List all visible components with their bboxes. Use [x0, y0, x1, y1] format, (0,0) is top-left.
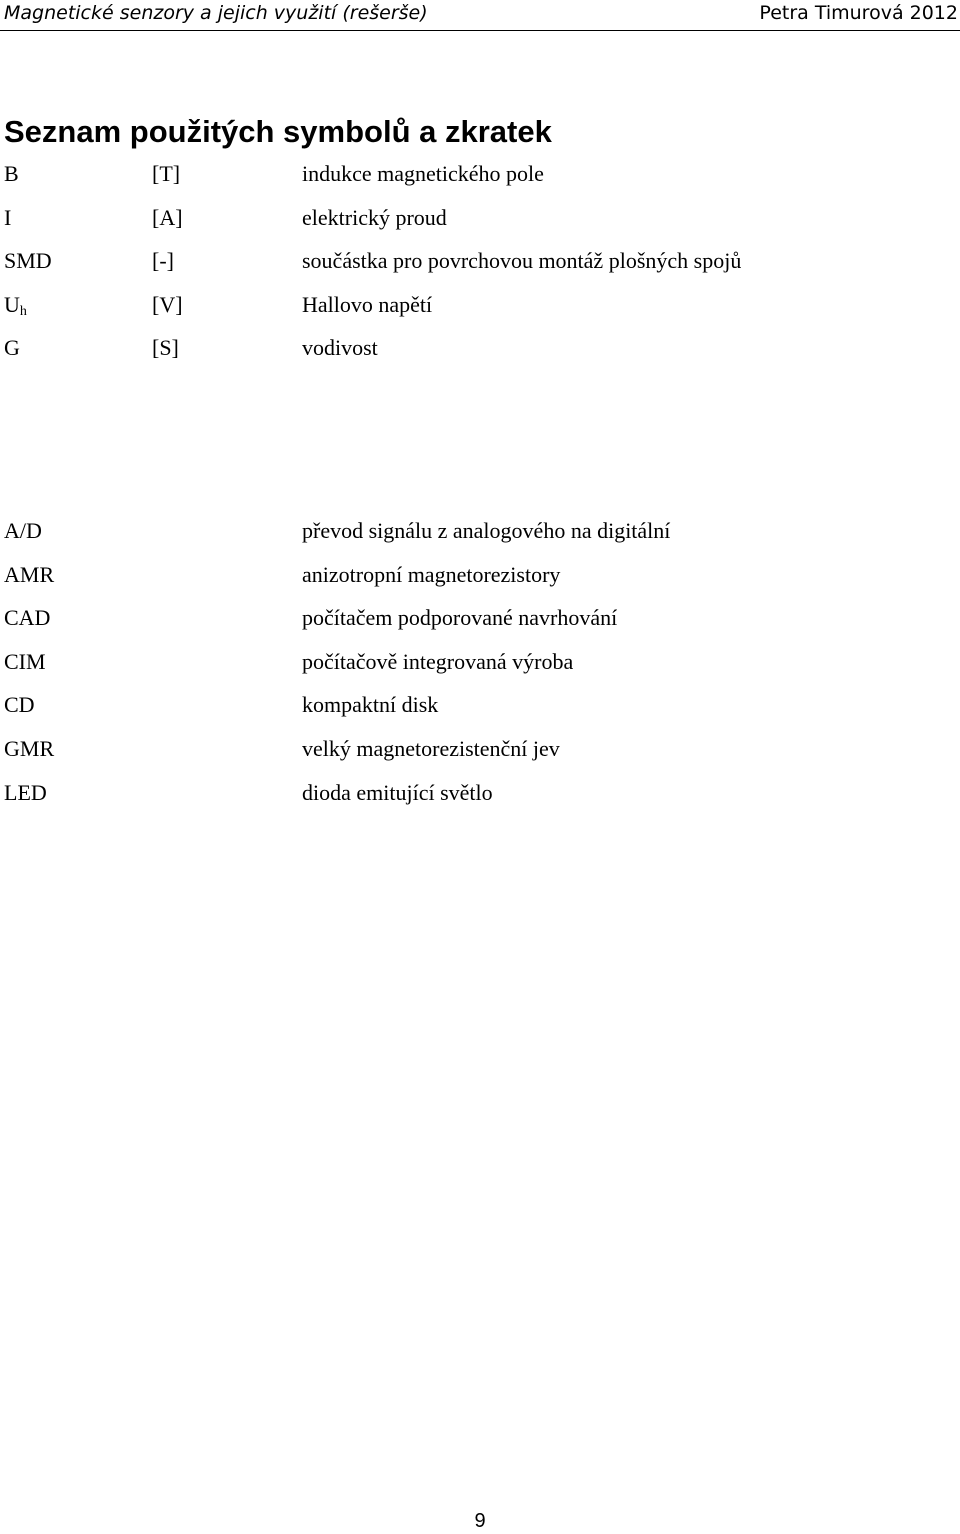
description-cell: Hallovo napětí	[302, 291, 433, 317]
abbreviation-cell: GMR	[4, 735, 55, 761]
description-cell: velký magnetorezistenční jev	[302, 735, 560, 761]
description-cell: vodivost	[302, 335, 378, 361]
description-cell: počítačem podporované navrhování	[302, 605, 618, 631]
abbreviation-cell: AMR	[4, 561, 55, 587]
description-cell: počítačově integrovaná výroba	[302, 648, 574, 674]
description-cell: převod signálu z analogového na digitální	[302, 518, 671, 543]
symbol-subscript: h	[19, 303, 27, 319]
header-document-title: Magnetické senzory a jejich využití (rešerše)	[4, 2, 428, 24]
description-cell: indukce magnetického pole	[302, 161, 544, 186]
description-cell: součástka pro povrchovou montáž plošných spojů	[302, 248, 742, 274]
unit-cell: [-]	[152, 248, 174, 274]
description-cell: elektrický proud	[302, 204, 447, 230]
unit-cell: [V]	[152, 291, 183, 317]
unit-cell: [T]	[152, 161, 181, 186]
symbol-cell: B	[4, 161, 19, 186]
section-title: Seznam použitých symbolů a zkratek	[4, 114, 552, 149]
abbreviation-cell: LED	[4, 779, 47, 805]
symbol-cell: I	[4, 204, 12, 230]
running-header	[0, 0, 960, 31]
description-cell: anizotropní magnetorezistory	[302, 561, 561, 587]
abbreviation-cell: CAD	[4, 605, 51, 631]
abbreviation-cell: CD	[4, 692, 35, 718]
page-number: 9	[474, 1510, 486, 1532]
symbol-cell: SMD	[4, 248, 52, 274]
abbreviation-cell: A/D	[4, 518, 42, 543]
symbol-cell	[4, 283, 27, 327]
symbol-cell: G	[4, 335, 20, 361]
symbol-letter: U	[4, 291, 20, 317]
header-author-year: Petra Timurová 2012	[759, 2, 958, 24]
description-cell: dioda emitující světlo	[302, 779, 493, 805]
unit-cell: [S]	[152, 335, 179, 361]
description-cell: kompaktní disk	[302, 692, 439, 718]
unit-cell: [A]	[152, 204, 183, 230]
abbreviation-cell: CIM	[4, 648, 46, 674]
